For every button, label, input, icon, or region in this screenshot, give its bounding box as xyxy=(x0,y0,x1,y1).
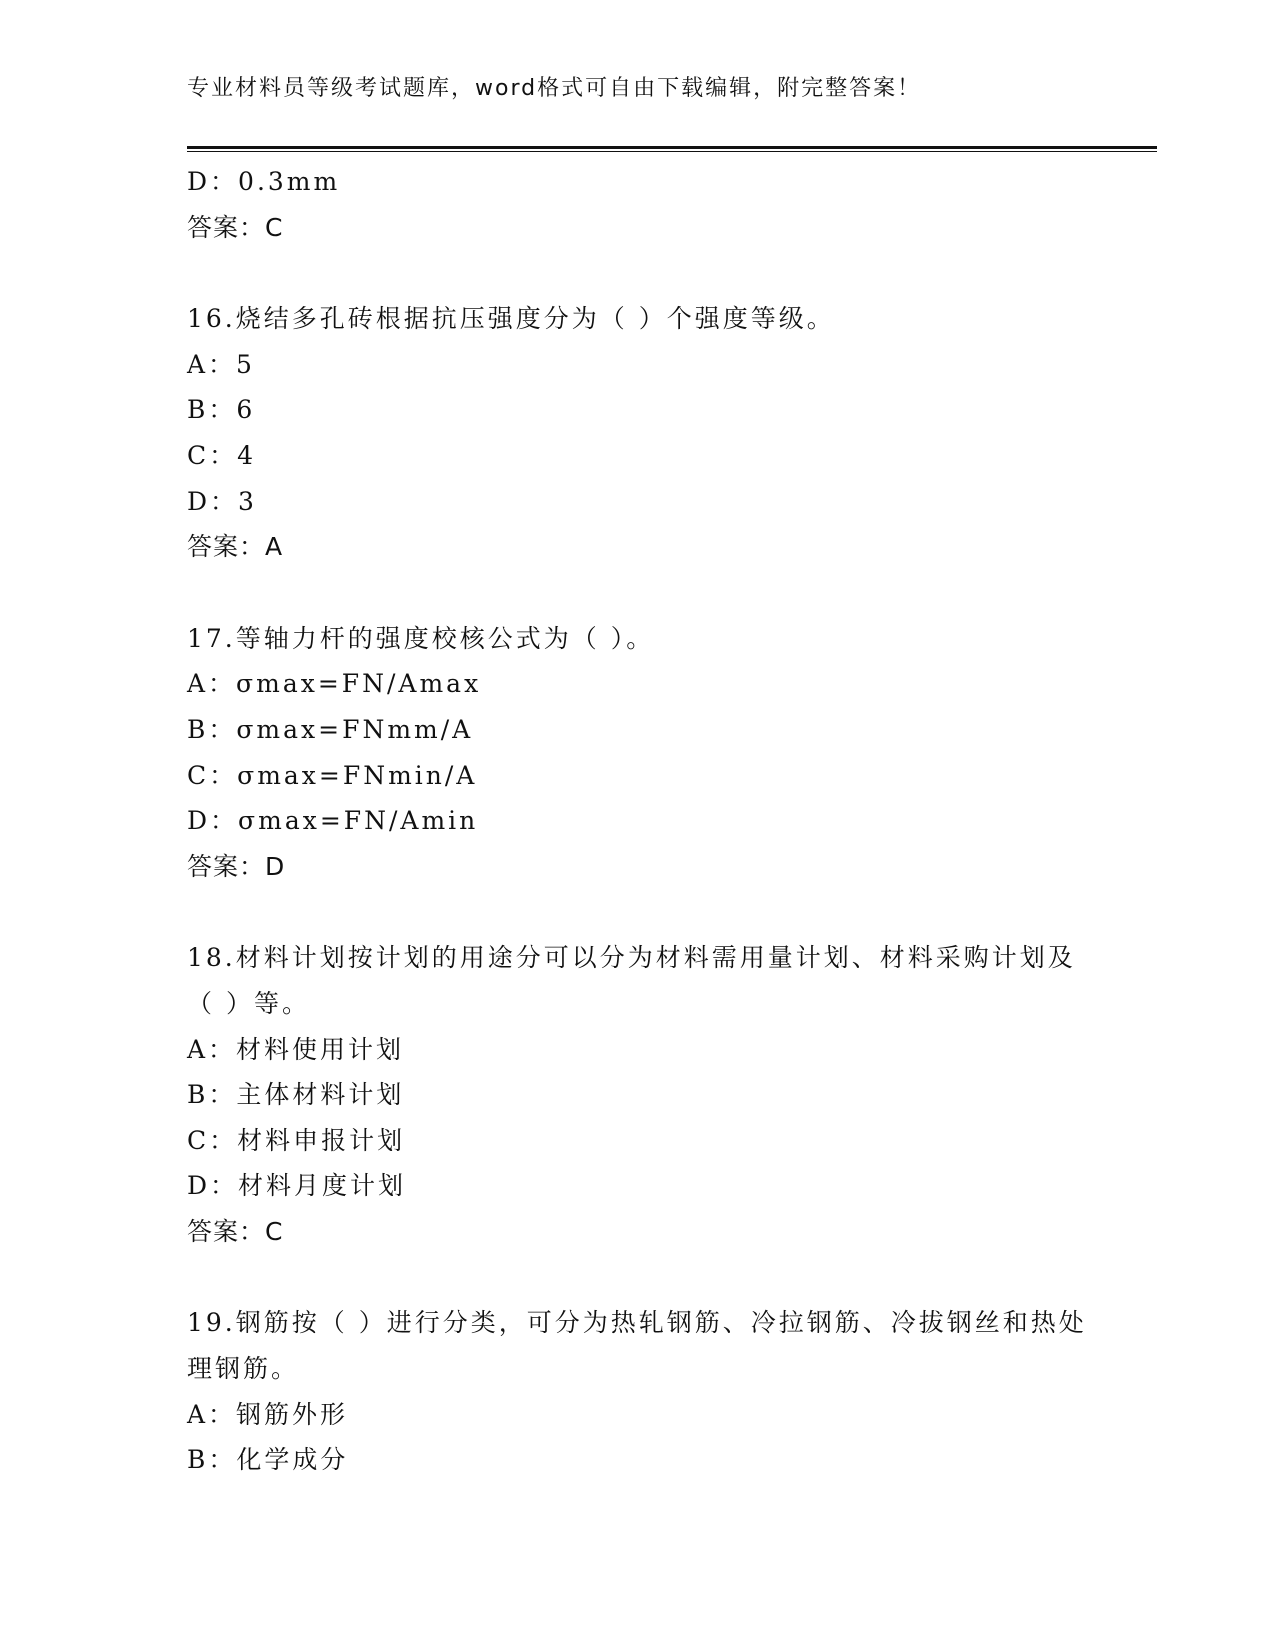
previous-question-tail xyxy=(187,159,1127,250)
option-d: D：0.3mm xyxy=(187,167,341,196)
question-text: 19.钢筋按（ ）进行分类，可分为热轧钢筋、冷拉钢筋、冷拔钢丝和热处理钢筋。 xyxy=(187,1308,1087,1384)
header-rule-thin xyxy=(187,151,1157,152)
question-17 xyxy=(187,616,1127,890)
option-d: D：σmax=FN/Amin xyxy=(187,806,479,836)
header-rule-thick xyxy=(187,146,1157,149)
answer-line: 答案：C xyxy=(187,212,284,242)
option-a: A：钢筋外形 xyxy=(187,1399,349,1429)
option-a: A：σmax=FN/Amax xyxy=(187,669,482,699)
question-19 xyxy=(187,1300,1127,1482)
option-b: B：6 xyxy=(187,395,256,425)
option-d: D：3 xyxy=(187,486,257,516)
option-b: B：化学成分 xyxy=(187,1445,349,1475)
question-text: 18.材料计划按计划的用途分可以分为材料需用量计划、材料采购计划及（ ）等。 xyxy=(187,943,1076,1018)
option-a: A：5 xyxy=(187,349,255,379)
option-c: C：σmax=FNmin/A xyxy=(187,760,478,790)
question-16 xyxy=(187,296,1127,570)
option-a: A：材料使用计划 xyxy=(187,1034,405,1064)
answer-line: 答案：A xyxy=(187,532,284,562)
question-text: 17.等轴力杆的强度校核公式为（ ）。 xyxy=(187,623,655,653)
option-b: B：主体材料计划 xyxy=(187,1080,405,1110)
option-d: D：材料月度计划 xyxy=(187,1171,407,1201)
option-c: C：4 xyxy=(187,440,257,470)
page-header: 专业材料员等级考试题库，word格式可自由下载编辑，附完整答案！ xyxy=(187,76,922,101)
option-c: C：材料申报计划 xyxy=(187,1125,406,1155)
answer-line: 答案：D xyxy=(187,851,286,881)
option-b: B：σmax=FNmm/A xyxy=(187,714,474,744)
question-18 xyxy=(187,935,1127,1254)
answer-line: 答案：C xyxy=(187,1216,284,1246)
document-body xyxy=(187,159,1127,1483)
question-text: 16.烧结多孔砖根据抗压强度分为（ ）个强度等级。 xyxy=(187,304,835,334)
